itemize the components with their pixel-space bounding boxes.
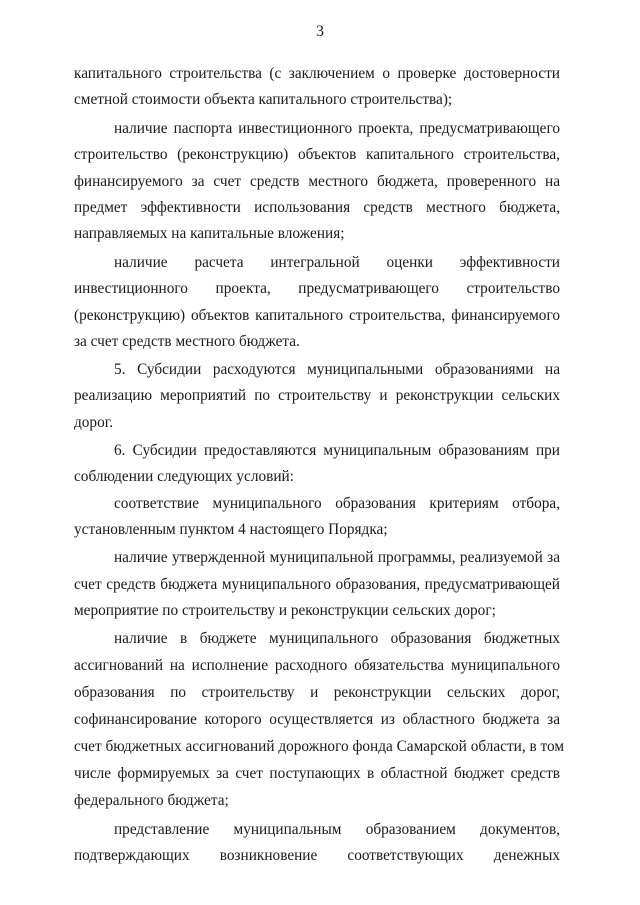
text-line: счет средств бюджета муниципального образования, предусматривающей	[74, 576, 560, 593]
text-line: за счет средств местного бюджета.	[74, 333, 300, 350]
text-line: софинансирование которого осуществляется из областного бюджета за	[74, 711, 560, 728]
text-line: 5. Субсидии расходуются муниципальными образованиями на	[114, 361, 560, 378]
text-line: счет бюджетных ассигнований дорожного фонда Самарской области, в том	[74, 738, 565, 755]
text-line: наличие в бюджете муниципального образования бюджетных	[114, 630, 560, 647]
text-line: подтверждающих возникновение соответствующих денежных	[74, 847, 560, 864]
text-line: соблюдении следующих условий:	[74, 468, 294, 485]
text-line: представление муниципальным образованием документов,	[114, 821, 560, 838]
text-line: соответствие муниципального образования критериям отбора,	[114, 495, 560, 512]
text-line: наличие расчета интегральной оценки эффективности	[114, 254, 560, 271]
text-line: ассигнований на исполнение расходного обязательства муниципального	[74, 657, 560, 674]
text-line: федерального бюджета;	[74, 792, 229, 809]
text-line: установленным пунктом 4 настоящего Порядка;	[74, 521, 388, 538]
text-line: дорог.	[74, 414, 114, 431]
text-line: инвестиционного проекта, предусматривающего строительство	[74, 280, 560, 297]
page-number: 3	[316, 23, 324, 40]
text-line: капитального строительства (с заключением о проверке достоверности	[74, 65, 560, 82]
text-line: сметной стоимости объекта капитального строительства);	[74, 91, 453, 108]
text-line: реализацию мероприятий по строительству и реконструкции сельских	[74, 387, 560, 404]
text-line: образования по строительству и реконструкции сельских дорог,	[74, 684, 560, 701]
text-line: мероприятие по строительству и реконструкции сельских дорог;	[74, 602, 496, 619]
text-line: финансируемого за счет средств местного бюджета, проверенного на	[74, 173, 560, 190]
text-line: наличие паспорта инвестиционного проекта, предусматривающего	[114, 120, 560, 137]
text-line: наличие утвержденной муниципальной программы, реализуемой за	[114, 549, 560, 566]
text-line: направляемых на капитальные вложения;	[74, 225, 345, 242]
text-line: предмет эффективности использования средств местного бюджета,	[74, 199, 560, 216]
text-line: (реконструкцию) объектов капитального строительства, финансируемого	[74, 307, 560, 324]
text-line: числе формируемых за счет поступающих в областной бюджет средств	[74, 765, 560, 782]
text-line: 6. Субсидии предоставляются муниципальным образованиям при	[114, 442, 560, 459]
text-line: строительство (реконструкцию) объектов капитального строительства,	[74, 146, 560, 163]
